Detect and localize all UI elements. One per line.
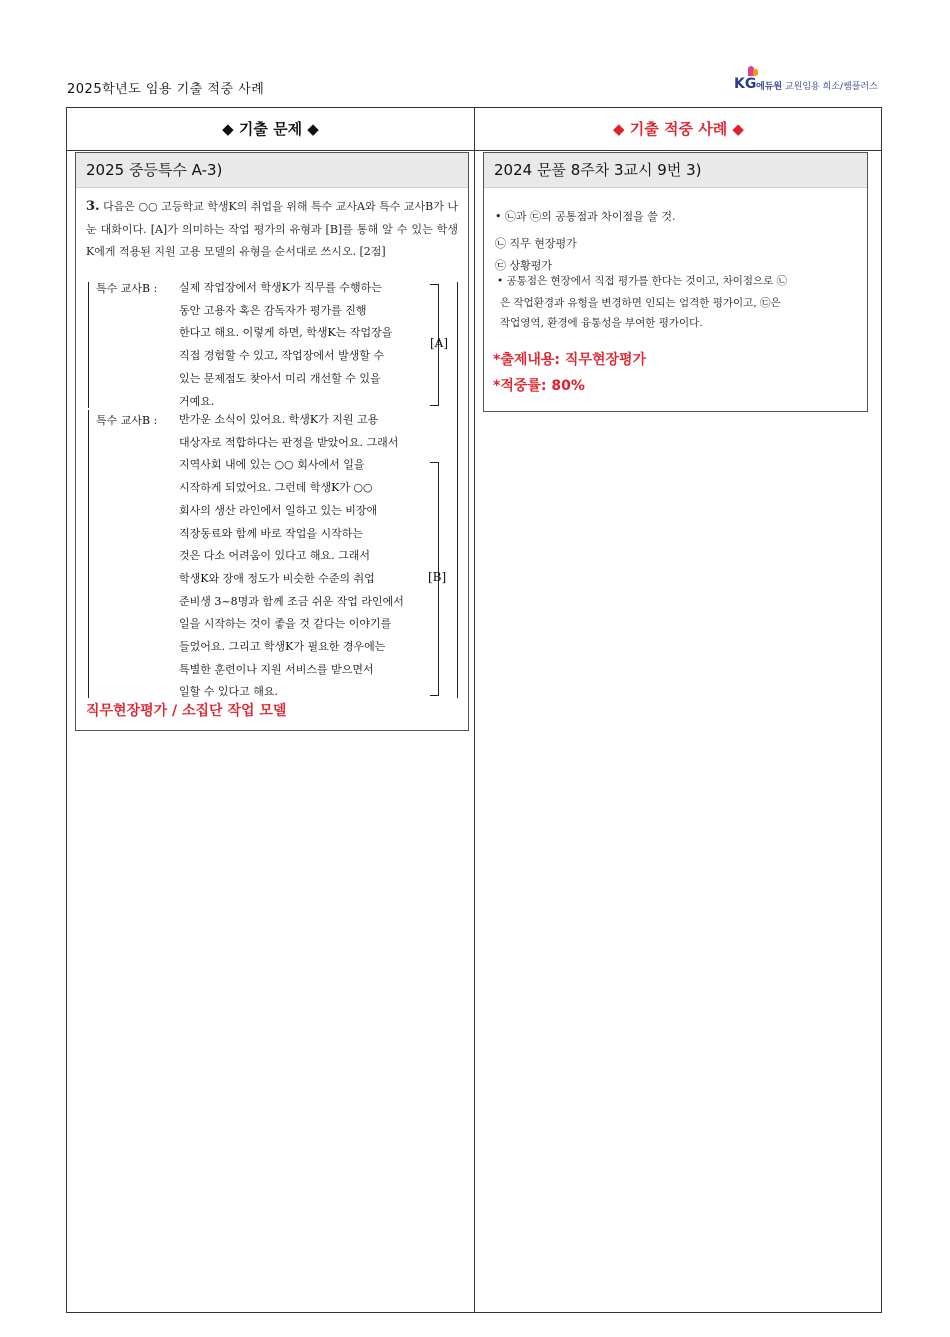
dialog-2-line: 대상자로 적합하다는 판정을 받았어요. 그래서 [179, 435, 399, 449]
left-column-header: ◆ 기출 문제 ◆ [222, 120, 319, 138]
result-hit-rate: *적중률: 80% [493, 378, 585, 394]
logo-mark: KG [734, 76, 757, 92]
dialog-2-left-bar [88, 410, 89, 698]
dialog-2-line: 시작하게 되었어요. 그런데 학생K가 ○○ [179, 481, 373, 495]
speaker-2: 특수 교사B : [96, 414, 158, 427]
matched-case-title: 2024 문풀 8주차 3교시 9번 3) [484, 153, 867, 188]
exam-question-title: 2025 중등특수 A-3) [76, 153, 468, 188]
question-stem-text: 다음은 ○○ 고등학교 학생K의 취업을 위해 특수 교사A와 특수 교사B가 나눈 대화이다. [A]가 의미하는 작업 평가의 유형과 [B]를 통해 알 수 있는 학생K에게 적용된 지원 고용 모델의 유형을 순서대로 쓰시오. [2점] [86, 200, 458, 258]
dialog-2-line: 것은 다소 어려움이 있다고 해요. 그래서 [179, 549, 370, 563]
dialog-1-line: 한다고 해요. 이렇게 하면, 학생K는 작업장을 [179, 326, 393, 340]
answer-highlight: 직무현장평가 / 소집단 작업 모델 [86, 703, 287, 719]
dialog-2-line: 준비생 3~8명과 함께 조금 쉬운 작업 라인에서 [179, 594, 404, 608]
logo-brand: 에듀원 [756, 82, 783, 92]
dialog-2-line: 학생K와 장애 정도가 비슷한 수준의 취업 [179, 571, 375, 585]
logo-swoosh-accent-icon [753, 69, 758, 76]
logo-text [756, 79, 878, 92]
header-divider [66, 150, 882, 151]
dialog-2 [179, 409, 451, 704]
kg-eduone-logo [734, 66, 884, 92]
tag-a: [A] [430, 336, 449, 350]
dialog-1-line: 동안 고용자 혹은 감독자가 평가를 진행 [179, 303, 367, 317]
speaker-1: 특수 교사B : [96, 282, 158, 295]
page-header-title: 2025학년도 임용 기출 적중 사례 [67, 82, 265, 97]
question-number: 3. [86, 199, 100, 214]
dialog-1-line: 있는 문제점도 찾아서 미리 개선할 수 있을 [179, 371, 381, 385]
dialog-1-left-bar [88, 282, 89, 408]
dialog-1-line: 실제 작업장에서 학생K가 직무를 수행하는 [179, 281, 382, 294]
dialog-2-line: 지역사회 내에 있는 ○○ 회사에서 일을 [179, 458, 365, 472]
dialog-2-line: 일을 시작하는 것이 좋을 것 같다는 이야기를 [179, 617, 392, 631]
dialog-1 [179, 277, 423, 413]
case-line-1: • ㉡과 ㉢의 공통점과 차이점을 쓸 것. [495, 210, 676, 223]
dialog-2-line: 직장동료와 함께 바로 작업을 시작하는 [179, 526, 364, 540]
dialog-2-line: 반가운 소식이 있어요. 학생K가 지원 고용 [179, 413, 379, 426]
case-line-6: 작업영역, 환경에 융통성을 부여한 평가이다. [500, 317, 703, 329]
right-column-header: ◆ 기출 적중 사례 ◆ [613, 120, 744, 138]
dialog-2-line: 특별한 훈련이나 지원 서비스를 받으면서 [179, 662, 374, 676]
dialog-2-line: 일할 수 있다고 해요. [179, 685, 278, 699]
case-line-4: • 공통점은 현장에서 직접 평가를 한다는 것이고, 차이점으로 ㉡ [497, 275, 788, 287]
case-line-3: ㉢ 상황평가 [495, 259, 553, 272]
case-line-5: 은 작업환경과 유형을 변경하면 인되는 엄격한 평가이고, ㉢은 [500, 297, 781, 309]
result-content: *출제내용: 직무현장평가 [493, 352, 647, 368]
dialog-1-line: 거예요. [179, 394, 215, 408]
column-divider [474, 107, 475, 1313]
dialog-right-bar [457, 282, 458, 698]
question-stem [86, 196, 458, 264]
logo-rest: 교원임용 희소/쌤플러스 [784, 82, 878, 92]
dialog-1-line: 직접 경험할 수 있고, 작업장에서 발생할 수 [179, 349, 385, 363]
case-line-2: ㉡ 직무 현장평가 [495, 237, 577, 250]
dialog-2-line: 회사의 생산 라인에서 일하고 있는 비장애 [179, 503, 378, 517]
tag-b: [B] [428, 570, 447, 584]
dialog-2-line: 들었어요. 그리고 학생K가 필요한 경우에는 [179, 640, 386, 654]
